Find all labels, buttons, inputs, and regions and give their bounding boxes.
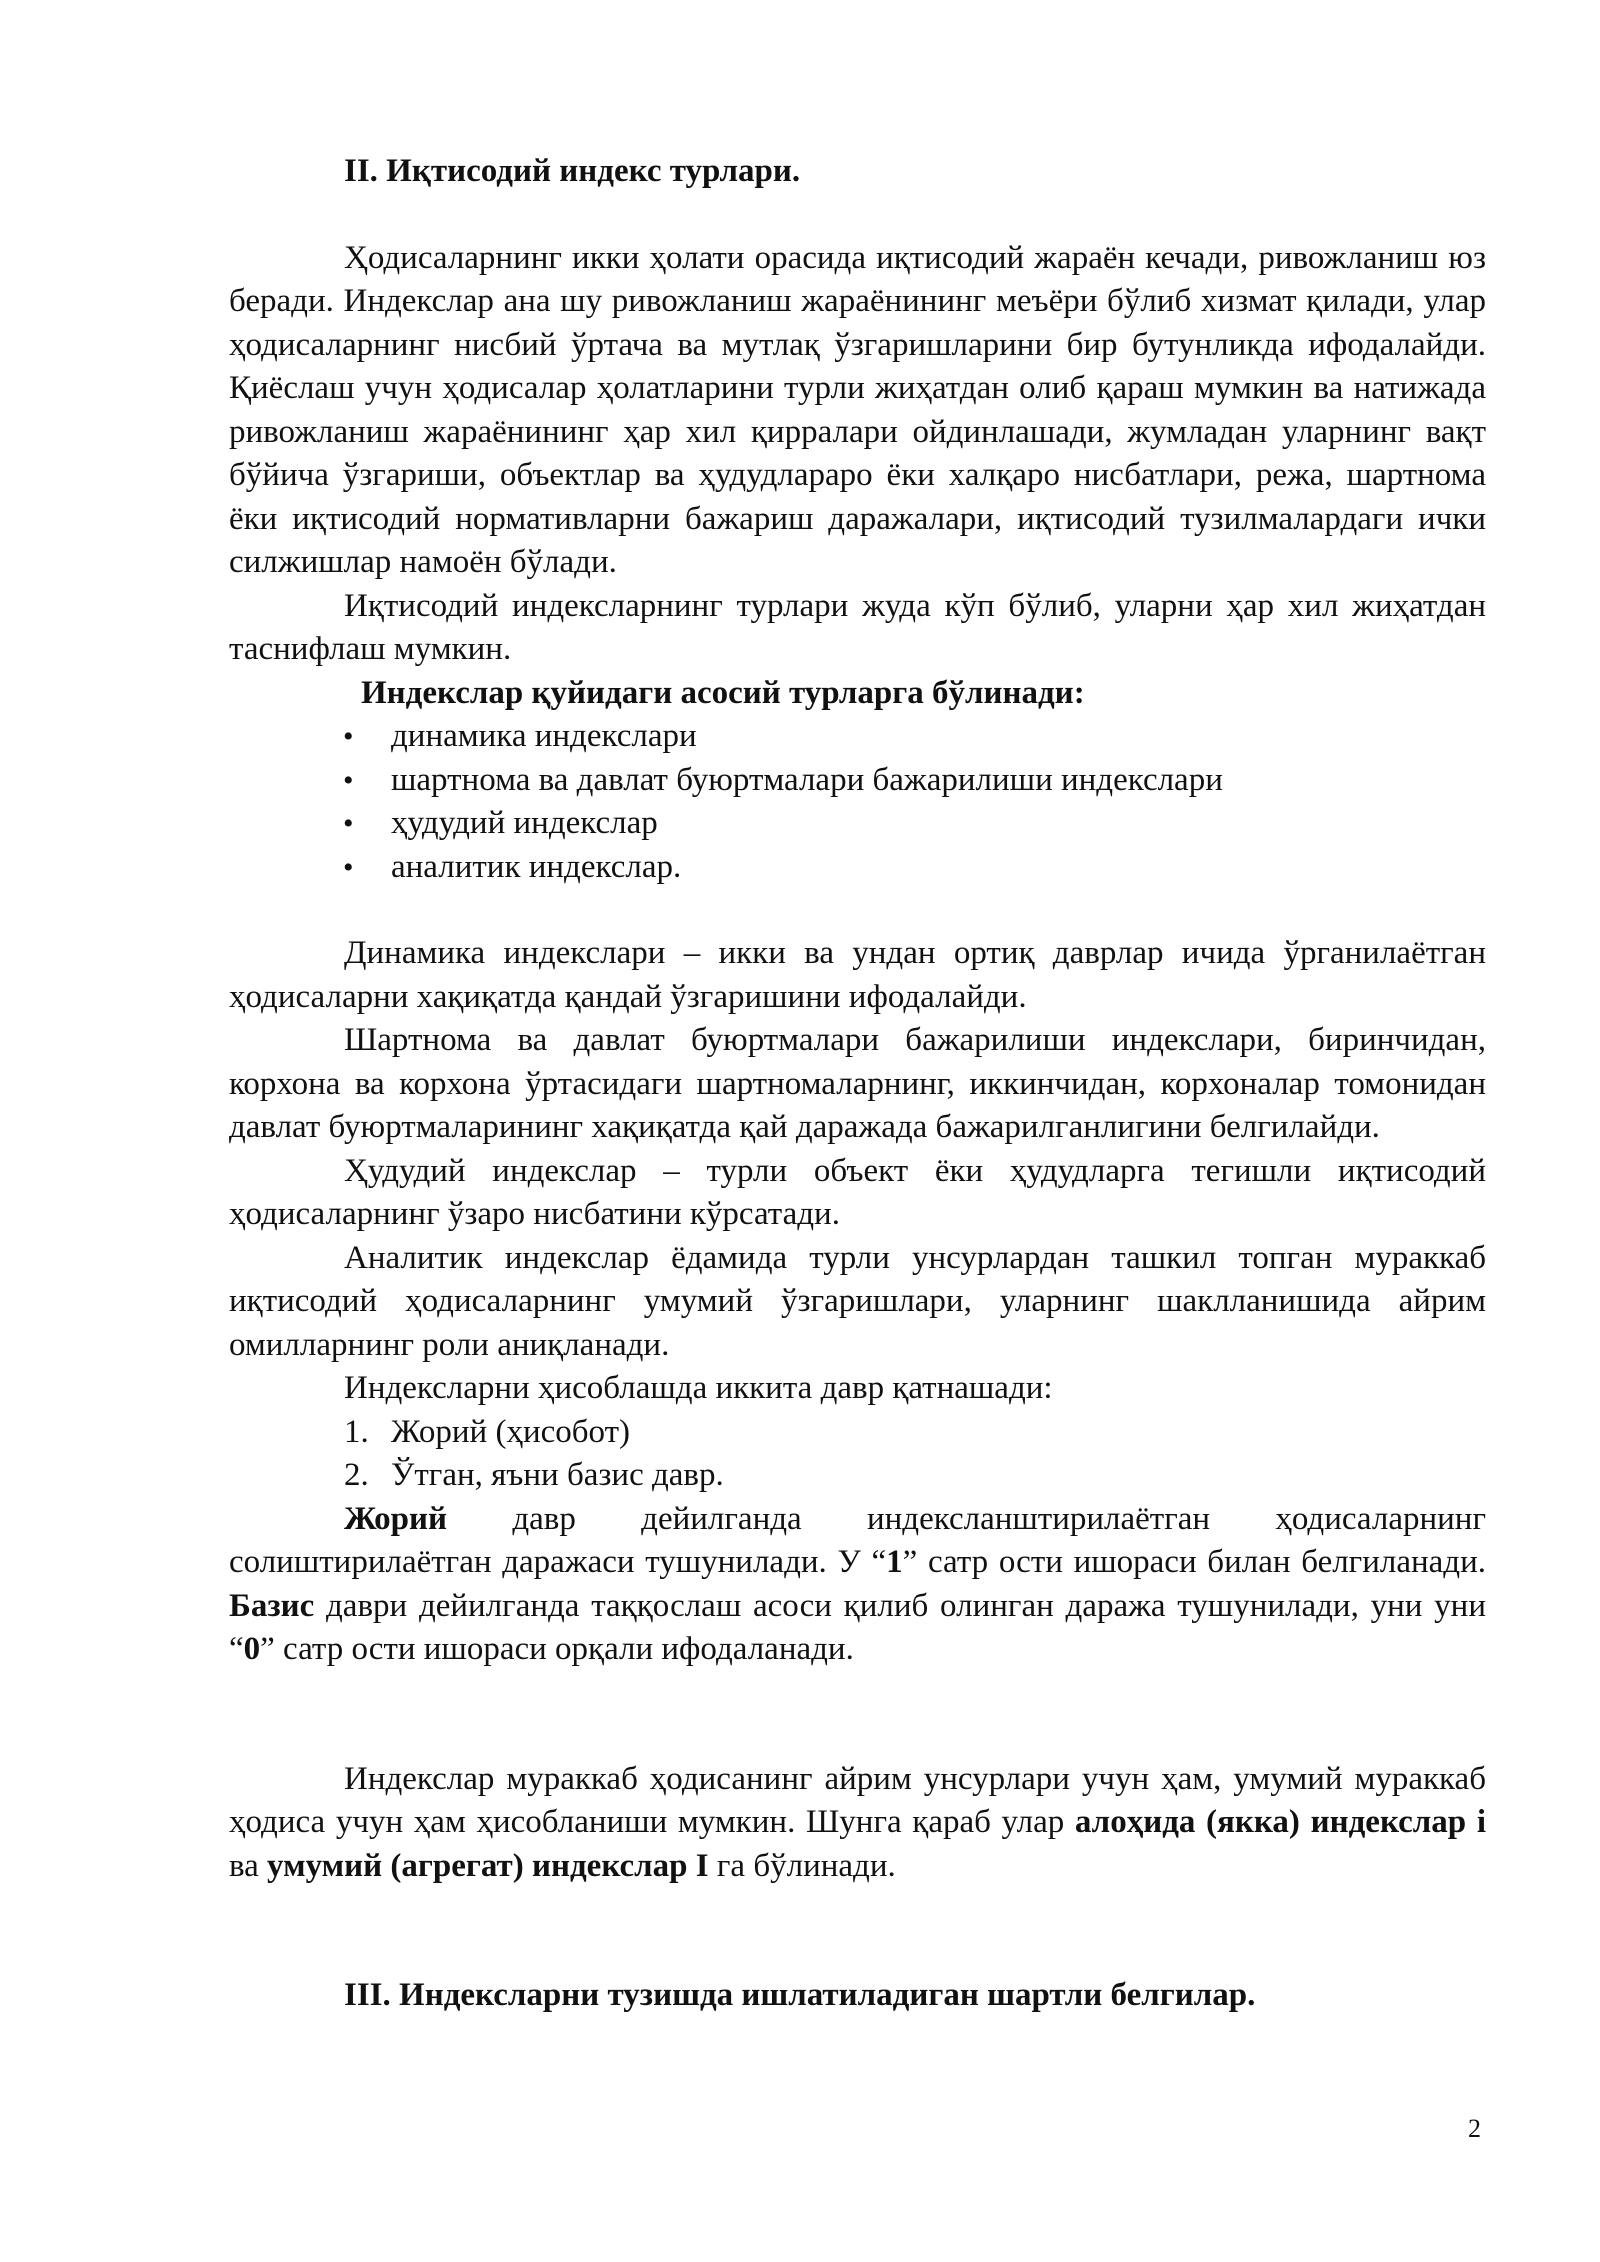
spacer (229, 1672, 1486, 1758)
page-number: 2 (1468, 2114, 1481, 2143)
list-item-text: Жорий (ҳисобот) (391, 1413, 631, 1450)
list-item-text: ҳудудий индекслар (391, 805, 658, 841)
text-run: га бўлинади. (708, 1847, 896, 1884)
bullet-icon: • (343, 720, 354, 753)
paragraph-analytic: Аналитик индекслар ёдамида турли унсурлардан ташкил топган мураккаб иқтисодий ҳодисаларнинг умумий ўзгаришлари, уларнинг шаклланишида айрим омилларнинг роли аниқланади. (229, 1239, 1486, 1363)
paragraph-types-intro: Иқтисодий индексларнинг турлари жуда кўп бўлиб, уларни ҳар хил жиҳатдан таснифлаш мумкин. (229, 587, 1486, 667)
bullet-icon: • (343, 763, 354, 797)
text-run: Индекслар мураккаб ҳодисанинг айрим унсурлари учун ҳам, умумий мураккаб ҳодиса учун ҳам ҳисобланиши мумкин. Шунга қараб улар (229, 1760, 1486, 1840)
list-item-text: Ўтган, яъни базис давр. (391, 1457, 724, 1493)
list-item-text: шартнома ва давлат буюртмалари бажарилиши индекслари (391, 761, 1223, 798)
text-run: ва (229, 1847, 268, 1884)
bold-term: Базис (229, 1587, 315, 1624)
types-heading: Индекслар қуйидаги асосий турларга бўлинади: (361, 674, 1085, 711)
periods-list (229, 1411, 1486, 1498)
paragraph-periods-intro: Индексларни ҳисоблашда иккита давр қатнашади: (344, 1370, 1053, 1406)
bold-term: умумий (агрегат) индекслар I (267, 1847, 709, 1884)
bold-term: Жорий (344, 1500, 448, 1537)
list-item (229, 846, 1486, 890)
document-page (229, 150, 1486, 2018)
bold-term: алоҳида (якка) индекслар i (1074, 1804, 1486, 1840)
list-item-text: аналитик индекслар. (391, 848, 682, 885)
paragraph-dynamics: Динамика индекслари – икки ва ундан ортиқ даврлар ичида ўрганилаётган ҳодисаларни хақиқатда қандай ўзгаришини ифодалайди. (229, 935, 1486, 1015)
bold-term: 1 (886, 1544, 903, 1580)
text-run: даври дейилганда таққослаш асоси қилиб олинган даража тушунилади, уни уни “ (229, 1587, 1486, 1667)
paragraph-current-base (229, 1498, 1486, 1672)
list-number: 2. (344, 1457, 369, 1493)
list-item (229, 1454, 1486, 1498)
text-run: давр дейилганда индексланштирилаётган ҳодисаларнинг солиштирилаётган даражаси тушунилади. У “ (229, 1500, 1486, 1580)
list-number: 1. (344, 1413, 369, 1450)
bold-term: 0 (243, 1631, 261, 1667)
list-item (229, 1411, 1486, 1455)
list-item-text: динамика индекслари (391, 718, 697, 754)
spacer (229, 194, 1486, 237)
paragraph-contract: Шартнома ва давлат буюртмалари бажарилиши индекслари, биринчидан, корхона ва корхона ўртасидаги шартномаларнинг, иккинчидан, корхоналар томонидан давлат буюртмаларининг хақиқатда қай даражада бажарилганлигини белгилайди. (229, 1022, 1486, 1145)
text-run: ” сатр ости ишораси орқали ифодаланади. (260, 1631, 854, 1667)
list-item (229, 759, 1486, 803)
spacer (229, 889, 1486, 932)
paragraph-territorial: Ҳудудий индекслар – турли объект ёки ҳудудларга тегишли иқтисодий ҳодисаларнинг ўзаро нисбатини кўрсатади. (229, 1152, 1486, 1232)
types-list (229, 715, 1486, 889)
text-run: ” сатр ости ишораси билан белгиланади. (902, 1544, 1486, 1580)
list-item (229, 715, 1486, 759)
bullet-icon: • (343, 850, 354, 884)
spacer (229, 1888, 1486, 1974)
section-2-heading: II. Иқтисодий индекс турлари. (344, 153, 801, 189)
paragraph-individual-aggregate (229, 1758, 1486, 1889)
list-item (229, 802, 1486, 846)
bullet-icon: • (343, 807, 354, 840)
paragraph-intro: Ҳодисаларнинг икки ҳолати орасида иқтисодий жараён кечади, ривожланиш юз беради. Индекслар ана шу ривожланиш жараёнининг меъёри бўлиб хизмат қилади, улар ҳодисаларнинг нисбий ўртача ва мутлақ ўзгаришларини бир бутунликда ифодалайди. Қиёслаш учун ҳодисалар ҳолатларини турли жиҳатдан олиб қараш мумкин ва натижада ривожланиш жараёнининг ҳар хил қирралари ойдинлашади, жумладан уларнинг вақт бўйича ўзгариши, объектлар ва ҳудудлараро ёки халқаро нисбатлари, режа, шартнома ёки иқтисодий нормативларни бажариш даражалари, иқтисодий тузилмалардаги ички силжишлар намоён бўлади. (229, 239, 1486, 580)
section-3-heading: III. Индексларни тузишда ишлатиладиган шартли белгилар. (344, 1977, 1256, 2013)
